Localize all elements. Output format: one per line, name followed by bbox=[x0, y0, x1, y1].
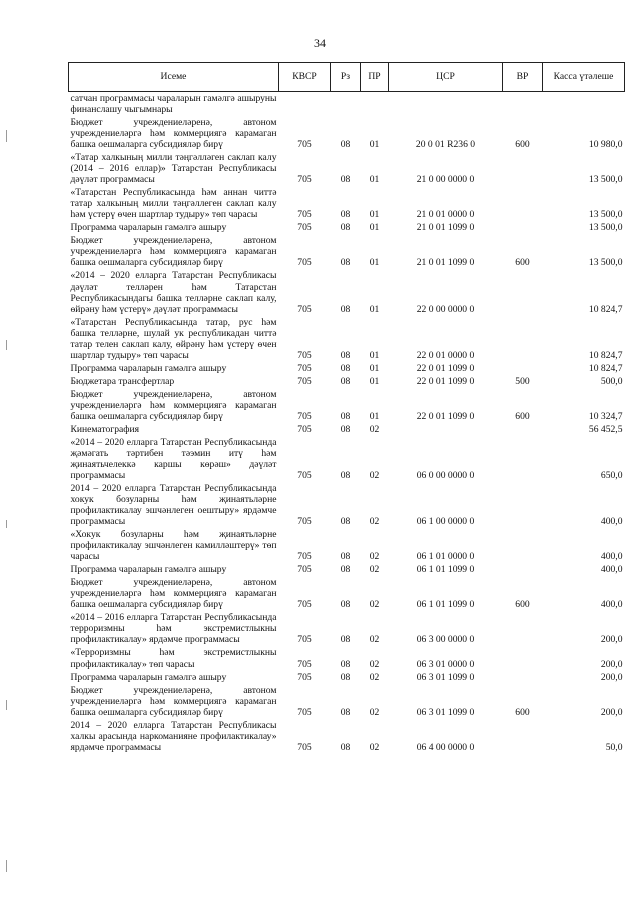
row-vr bbox=[503, 186, 543, 221]
row-name: Программа чараларын гамәлгә ашыру bbox=[70, 671, 227, 683]
row-csr bbox=[389, 92, 503, 117]
row-vr bbox=[503, 92, 543, 117]
row-csr: 06 3 01 0000 0 bbox=[416, 658, 475, 670]
row-kvsr: 705 bbox=[297, 658, 312, 670]
row-csr: 06 1 00 0000 0 bbox=[416, 516, 475, 528]
row-csr: 22 0 00 0000 0 bbox=[416, 303, 475, 315]
row-amount: 10 824,7 bbox=[588, 349, 623, 361]
row-rz: 08 bbox=[340, 551, 351, 563]
table-row bbox=[69, 423, 625, 436]
table-row bbox=[69, 671, 625, 684]
table-row bbox=[69, 646, 625, 670]
row-csr: 21 0 01 0000 0 bbox=[416, 209, 475, 221]
row-name: «2014 – 2020 елларга Татарстан Республикасы дәүләт телләрен һәм Татарстан Республикасындагы башка телләрне саклап калу, өйрәну һәм үстерү» дәүләт программасы bbox=[70, 270, 277, 315]
row-rz: 08 bbox=[340, 658, 351, 670]
row-amount: 200,0 bbox=[600, 706, 623, 718]
table-row bbox=[69, 234, 625, 269]
row-rz: 08 bbox=[340, 303, 351, 315]
row-csr: 21 0 01 1099 0 bbox=[416, 222, 475, 234]
row-kvsr: 705 bbox=[297, 139, 312, 151]
row-rz: 08 bbox=[340, 349, 351, 361]
table-row bbox=[69, 436, 625, 482]
row-vr bbox=[503, 719, 543, 754]
row-pr: 01 bbox=[369, 362, 380, 374]
row-amount: 200,0 bbox=[600, 671, 623, 683]
table-row bbox=[69, 362, 625, 375]
row-rz: 08 bbox=[340, 209, 351, 221]
row-vr bbox=[503, 611, 543, 646]
margin-mark bbox=[6, 860, 7, 872]
row-name: Бюджет учреждениеләренә, автоном учреждениеләргә һәм коммерциягә карамаган башка оешмаларга субсидияләр бирү bbox=[70, 388, 277, 422]
table-row bbox=[69, 92, 625, 117]
row-kvsr: 705 bbox=[297, 362, 312, 374]
row-pr bbox=[361, 92, 389, 117]
row-name: «2014 – 2020 елларга Татарстан Республикасында җәмәгать тәртибен тәэмин итү һәм җинаятьчелеккә каршы көрәш» дәүләт программасы bbox=[70, 436, 277, 481]
margin-mark bbox=[6, 340, 7, 350]
table-row bbox=[69, 221, 625, 234]
table-row bbox=[69, 316, 625, 362]
row-name: «Татар халкының милли тәңгәлләген саклап калу (2014 – 2016 еллар)» Татарстан Республикасы дәүләт программасы bbox=[70, 152, 277, 186]
row-vr: 600 bbox=[515, 706, 530, 718]
row-amount: 56 452,5 bbox=[588, 423, 623, 435]
row-name: «Татарстан Республикасында татар, рус һәм башка телләрне, шулай ук республикадан читтә татар телен саклап калу, өйрәну һәм үстерү өчен шартлар тудыру» төп чарасы bbox=[70, 316, 277, 361]
table-row bbox=[69, 719, 625, 754]
row-csr: 21 0 01 1099 0 bbox=[416, 257, 475, 269]
row-csr: 06 1 01 0000 0 bbox=[416, 551, 475, 563]
row-kvsr: 705 bbox=[297, 706, 312, 718]
row-name: Бюджет учреждениеләренә, автоном учреждениеләргә һәм коммерциягә карамаган башка оешмаларга субсидияләр бирү bbox=[70, 577, 277, 611]
row-pr: 01 bbox=[369, 375, 380, 387]
row-vr bbox=[503, 563, 543, 576]
row-rz: 08 bbox=[340, 564, 351, 576]
row-amount: 13 500,0 bbox=[588, 222, 623, 234]
header-name: Исеме bbox=[69, 63, 279, 92]
margin-mark bbox=[6, 130, 7, 142]
row-csr: 06 3 01 1099 0 bbox=[416, 706, 475, 718]
row-pr: 01 bbox=[369, 257, 380, 269]
row-amount: 500,0 bbox=[600, 375, 623, 387]
table-row bbox=[69, 528, 625, 563]
row-kvsr: 705 bbox=[297, 671, 312, 683]
row-rz: 08 bbox=[340, 410, 351, 422]
row-pr: 01 bbox=[369, 303, 380, 315]
row-pr: 01 bbox=[369, 139, 380, 151]
header-pr: ПР bbox=[361, 63, 389, 92]
row-pr: 02 bbox=[369, 599, 380, 611]
row-name: сатчан программасы чараларын гамәлгә ашыруны финанслашу чыгымнары bbox=[70, 93, 277, 116]
row-pr: 02 bbox=[369, 423, 380, 435]
row-vr bbox=[503, 316, 543, 362]
table-row bbox=[69, 269, 625, 315]
row-amount: 400,0 bbox=[600, 516, 623, 528]
header-kvsr: КВСР bbox=[279, 63, 331, 92]
table-body bbox=[69, 92, 625, 754]
row-pr: 02 bbox=[369, 551, 380, 563]
table-row bbox=[69, 388, 625, 423]
row-amount: 10 980,0 bbox=[588, 139, 623, 151]
row-vr bbox=[503, 671, 543, 684]
row-kvsr: 705 bbox=[297, 551, 312, 563]
row-pr: 01 bbox=[369, 349, 380, 361]
row-csr: 06 0 00 0000 0 bbox=[416, 470, 475, 481]
row-rz: 08 bbox=[340, 706, 351, 718]
row-rz: 08 bbox=[340, 139, 351, 151]
table-row bbox=[69, 563, 625, 576]
row-kvsr: 705 bbox=[297, 470, 312, 481]
margin-mark bbox=[6, 700, 7, 710]
row-name: Бюджет учреждениеләренә, автоном учреждениеләргә һәм коммерциягә карамаган башка оешмаларга субсидияләр бирү bbox=[70, 235, 277, 269]
row-kvsr: 705 bbox=[297, 174, 312, 186]
row-vr: 600 bbox=[515, 257, 530, 269]
row-name: Бюджетара трансфертлар bbox=[70, 375, 175, 387]
row-csr: 22 0 01 0000 0 bbox=[416, 349, 475, 361]
row-kvsr: 705 bbox=[297, 375, 312, 387]
row-vr bbox=[503, 423, 543, 436]
margin-mark bbox=[6, 520, 7, 528]
row-pr: 02 bbox=[369, 470, 380, 481]
row-amount: 10 824,7 bbox=[588, 303, 623, 315]
row-name: «Хокук бозуларны һәм җинаятьләрне профилактикалау эшчәнлеген камилләштерү» төп чарасы bbox=[70, 529, 277, 563]
row-pr: 02 bbox=[369, 671, 380, 683]
budget-table bbox=[68, 62, 625, 754]
row-pr: 01 bbox=[369, 222, 380, 234]
table-row bbox=[69, 375, 625, 388]
row-vr bbox=[503, 221, 543, 234]
row-amount: 13 500,0 bbox=[588, 174, 623, 186]
row-name: «Терроризмны һәм экстремистлыкны профилактикалау» төп чарасы bbox=[70, 647, 277, 670]
row-pr: 02 bbox=[369, 658, 380, 670]
row-csr: 06 3 01 1099 0 bbox=[416, 671, 475, 683]
row-amount: 200,0 bbox=[600, 634, 623, 646]
row-rz: 08 bbox=[340, 599, 351, 611]
row-name: «2014 – 2016 елларга Татарстан Республикасында терроризмны һәм экстремистлыкны профилактикалау» ярдәмче программасы bbox=[70, 612, 277, 646]
row-csr: 06 4 00 0000 0 bbox=[416, 741, 475, 753]
page-number: 34 bbox=[314, 36, 326, 50]
table-row bbox=[69, 611, 625, 646]
row-rz: 08 bbox=[340, 362, 351, 374]
row-kvsr: 705 bbox=[297, 303, 312, 315]
row-rz: 08 bbox=[340, 470, 351, 481]
row-amount: 200,0 bbox=[600, 658, 623, 670]
row-amount: 10 324,7 bbox=[588, 410, 623, 422]
row-csr: 06 1 01 1099 0 bbox=[416, 564, 475, 576]
row-vr bbox=[503, 482, 543, 528]
row-kvsr: 705 bbox=[297, 599, 312, 611]
table-row bbox=[69, 186, 625, 221]
row-pr: 01 bbox=[369, 174, 380, 186]
table-row bbox=[69, 482, 625, 528]
row-rz: 08 bbox=[340, 222, 351, 234]
row-pr: 01 bbox=[369, 209, 380, 221]
row-amount: 10 824,7 bbox=[588, 362, 623, 374]
row-pr: 02 bbox=[369, 634, 380, 646]
header-vr: ВР bbox=[503, 63, 543, 92]
row-vr bbox=[503, 269, 543, 315]
row-pr: 02 bbox=[369, 516, 380, 528]
row-vr bbox=[503, 151, 543, 186]
row-rz: 08 bbox=[340, 174, 351, 186]
row-csr: 21 0 00 0000 0 bbox=[416, 174, 475, 186]
row-rz: 08 bbox=[340, 257, 351, 269]
row-pr: 02 bbox=[369, 741, 380, 753]
row-amount: 13 500,0 bbox=[588, 209, 623, 221]
row-name: «Татарстан Республикасында һәм аннан читтә татар халкының милли тәңгәллеген саклап калу һәм үстерү өчен шартлар тудыру» төп чарасы bbox=[70, 187, 277, 221]
row-kvsr: 705 bbox=[297, 741, 312, 753]
row-csr: 22 0 01 1099 0 bbox=[416, 375, 475, 387]
row-rz: 08 bbox=[340, 634, 351, 646]
row-rz: 08 bbox=[340, 671, 351, 683]
row-kvsr: 705 bbox=[297, 423, 312, 435]
row-kvsr: 705 bbox=[297, 410, 312, 422]
row-amount: 400,0 bbox=[600, 564, 623, 576]
row-kvsr bbox=[279, 92, 331, 117]
row-vr: 600 bbox=[515, 410, 530, 422]
row-name: 2014 – 2020 елларга Татарстан Республикасында хокук бозуларны һәм җинаятьләрне профилактикалау эшчәнлеген оештыру» ярдәмче программасы bbox=[70, 483, 277, 528]
row-rz: 08 bbox=[340, 516, 351, 528]
header-csr: ЦСР bbox=[389, 63, 503, 92]
row-amount: 650,0 bbox=[600, 470, 623, 481]
row-rz: 08 bbox=[340, 423, 351, 435]
row-kvsr: 705 bbox=[297, 634, 312, 646]
row-vr: 500 bbox=[515, 375, 530, 387]
row-csr: 22 0 01 1099 0 bbox=[416, 410, 475, 422]
row-amount: 13 500,0 bbox=[588, 257, 623, 269]
row-csr: 20 0 01 R236 0 bbox=[415, 139, 476, 151]
row-kvsr: 705 bbox=[297, 516, 312, 528]
header-amount: Касса үтәлеше bbox=[543, 63, 625, 92]
row-amount: 400,0 bbox=[600, 599, 623, 611]
table-header bbox=[69, 63, 625, 92]
row-rz: 08 bbox=[340, 375, 351, 387]
row-csr: 22 0 01 1099 0 bbox=[416, 362, 475, 374]
row-name: Бюджет учреждениеләренә, автоном учреждениеләргә һәм коммерциягә карамаган башка оешмаларга субсидияләр бирү bbox=[70, 117, 277, 151]
row-csr: 06 3 00 0000 0 bbox=[416, 634, 475, 646]
row-rz bbox=[331, 92, 361, 117]
row-kvsr: 705 bbox=[297, 564, 312, 576]
row-vr bbox=[503, 528, 543, 563]
row-name: 2014 – 2020 елларга Татарстан Республикасы халкы арасында наркоманияне профилактикалау» ярдәмче программасы bbox=[70, 719, 277, 753]
row-vr bbox=[503, 646, 543, 670]
row-csr bbox=[389, 423, 503, 436]
row-kvsr: 705 bbox=[297, 222, 312, 234]
table-row bbox=[69, 576, 625, 611]
row-csr: 06 1 01 1099 0 bbox=[416, 599, 475, 611]
row-name: Бюджет учреждениеләренә, автоном учреждениеләргә һәм коммерциягә карамаган башка оешмаларга субсидияләр бирү bbox=[70, 684, 277, 718]
row-pr: 01 bbox=[369, 410, 380, 422]
row-vr bbox=[503, 362, 543, 375]
row-name: Программа чараларын гамәлгә ашыру bbox=[70, 222, 227, 234]
row-vr: 600 bbox=[515, 139, 530, 151]
row-pr: 02 bbox=[369, 564, 380, 576]
row-vr bbox=[503, 436, 543, 482]
table-row bbox=[69, 151, 625, 186]
table-row bbox=[69, 684, 625, 719]
row-rz: 08 bbox=[340, 741, 351, 753]
row-pr: 02 bbox=[369, 706, 380, 718]
row-amount bbox=[543, 92, 625, 117]
row-amount: 400,0 bbox=[600, 551, 623, 563]
table-row bbox=[69, 116, 625, 151]
row-name: Кинематография bbox=[70, 423, 140, 435]
row-vr: 600 bbox=[515, 599, 530, 611]
row-kvsr: 705 bbox=[297, 209, 312, 221]
row-kvsr: 705 bbox=[297, 257, 312, 269]
row-amount: 50,0 bbox=[605, 741, 623, 753]
row-kvsr: 705 bbox=[297, 349, 312, 361]
row-name: Программа чараларын гамәлгә ашыру bbox=[70, 362, 227, 374]
header-rz: Рз bbox=[331, 63, 361, 92]
row-name: Программа чараларын гамәлгә ашыру bbox=[70, 564, 227, 576]
